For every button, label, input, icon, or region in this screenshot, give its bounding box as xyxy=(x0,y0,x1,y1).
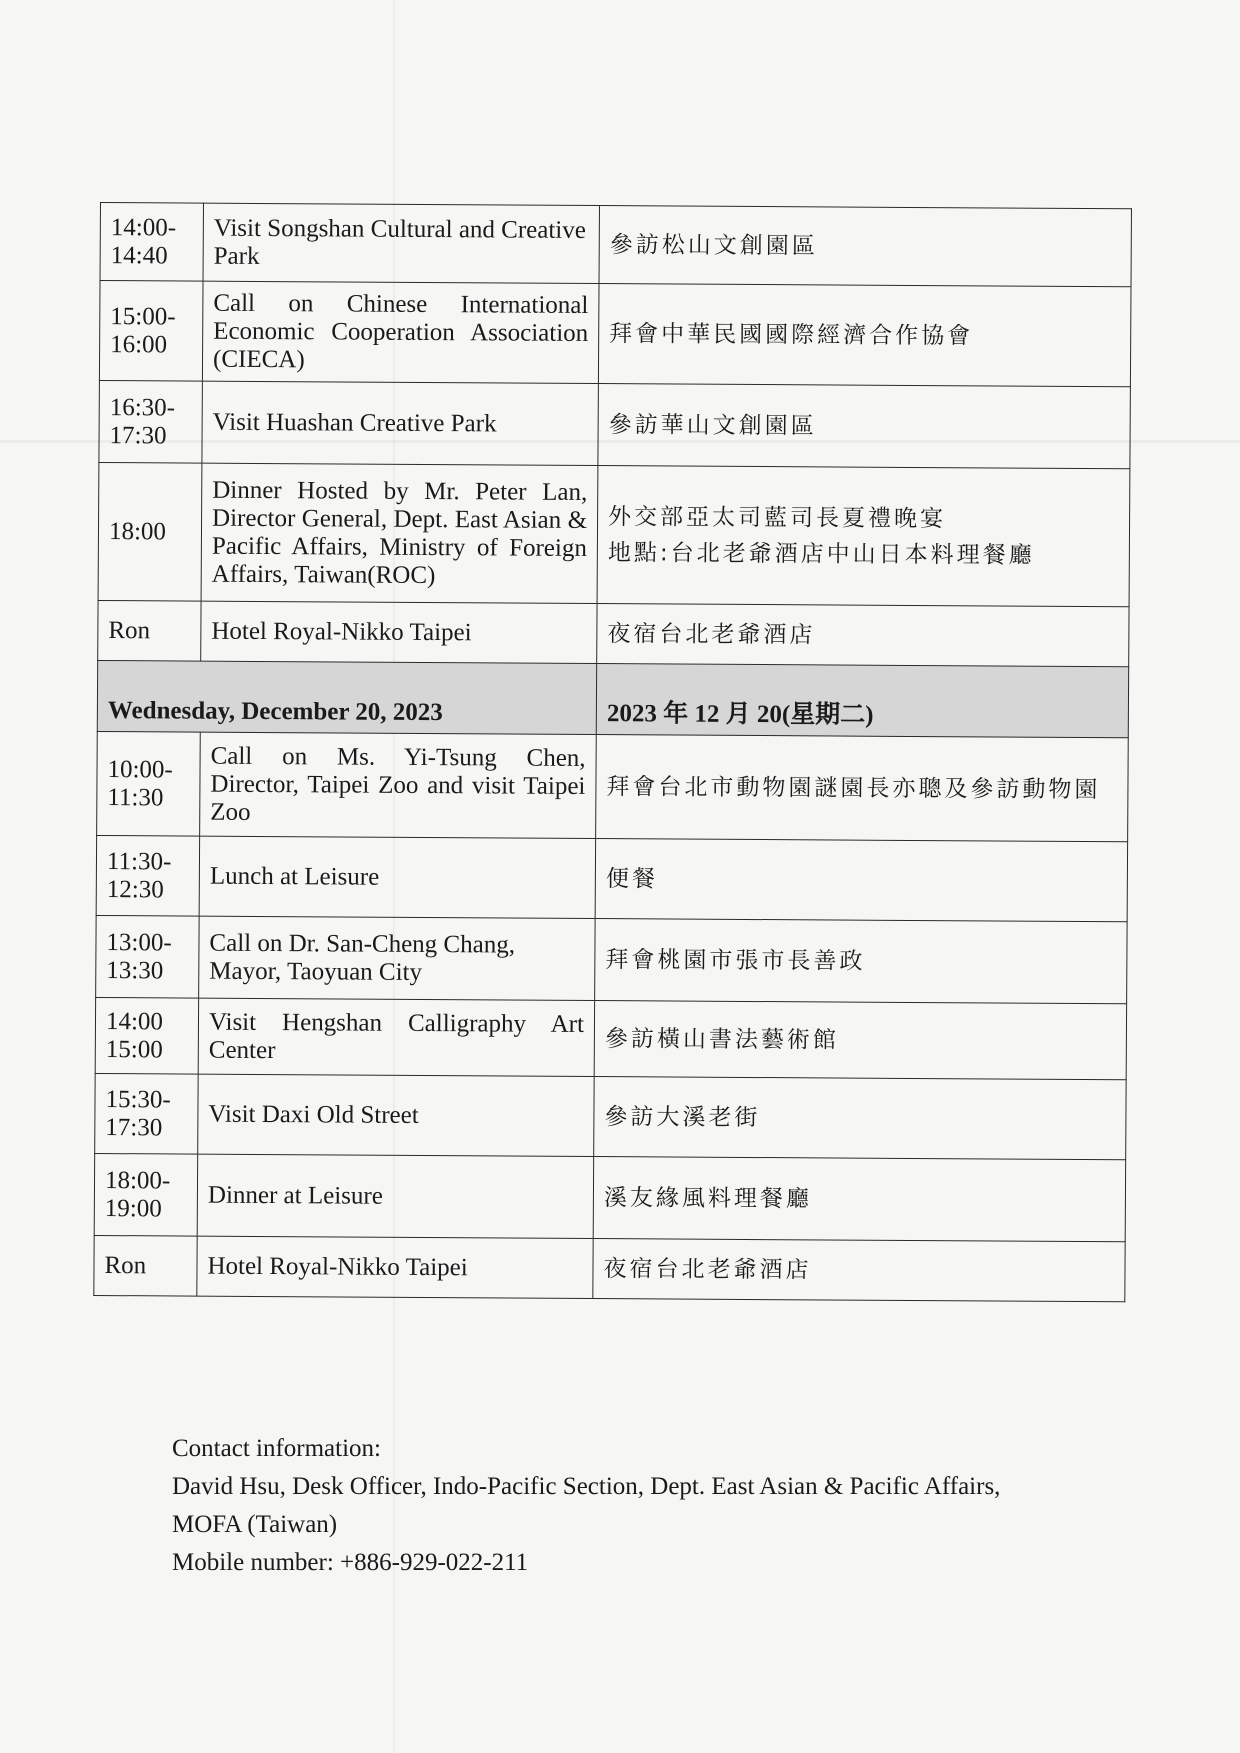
time-cell: 13:00-13:30 xyxy=(96,915,199,998)
english-cell: Visit Daxi Old Street xyxy=(198,1074,594,1156)
time-cell: 18:00-19:00 xyxy=(94,1153,197,1236)
table-row xyxy=(99,281,1131,387)
table-row xyxy=(95,1073,1126,1159)
schedule-table xyxy=(93,202,1132,1302)
table-row xyxy=(98,600,1129,666)
english-cell: Hotel Royal-Nikko Taipei xyxy=(201,601,597,663)
day-header-chinese: 2023 年 12 月 20(星期二) xyxy=(596,664,1128,738)
chinese-cell: 溪友緣風料理餐廳 xyxy=(593,1157,1125,1242)
time-cell: 16:30-17:30 xyxy=(99,380,202,463)
chinese-cell: 參訪大溪老街 xyxy=(594,1077,1126,1160)
english-cell: Dinner at Leisure xyxy=(197,1154,593,1238)
time-cell: 15:00-16:00 xyxy=(99,281,203,382)
contact-line: MOFA (Taiwan) xyxy=(172,1511,338,1538)
table-row xyxy=(98,462,1130,606)
table-row xyxy=(97,731,1129,841)
chinese-cell: 拜會中華民國國際經濟合作協會 xyxy=(598,284,1131,387)
time-cell: 10:00-11:30 xyxy=(97,731,201,836)
english-cell: Call on Dr. San-Cheng Chang, Mayor, Taoyuan City xyxy=(199,916,595,1000)
chinese-cell: 夜宿台北老爺酒店 xyxy=(597,604,1129,667)
english-cell: Lunch at Leisure xyxy=(199,836,595,918)
time-cell: 18:00 xyxy=(98,462,202,601)
english-cell: Visit Huashan Creative Park xyxy=(202,381,598,465)
day-header-english: Wednesday, December 20, 2023 xyxy=(97,660,596,734)
chinese-cell xyxy=(597,466,1130,607)
time-cell: 11:30-12:30 xyxy=(96,835,199,916)
english-cell: Call on Ms. Yi-Tsung Chen, Director, Taipei Zoo and visit Taipei Zoo xyxy=(200,732,597,838)
time-cell: 14:00-14:40 xyxy=(100,203,203,282)
table-row xyxy=(100,203,1131,287)
chinese-cell: 拜會桃園市張市長善政 xyxy=(595,919,1127,1004)
chinese-line-location: 地點:台北老爺酒店中山日本料理餐廳 xyxy=(607,539,1035,569)
chinese-cell: 夜宿台北老爺酒店 xyxy=(593,1239,1125,1302)
table-row xyxy=(96,835,1127,921)
chinese-cell: 參訪松山文創園區 xyxy=(599,206,1131,287)
contact-line: David Hsu, Desk Officer, Indo-Pacific Section, Dept. East Asian & Pacific Affairs, xyxy=(172,1473,1001,1500)
english-cell: Visit Songshan Cultural and Creative Park xyxy=(203,203,599,283)
english-cell: Call on Chinese International Economic Cooperation Association (CIECA) xyxy=(202,281,599,383)
english-cell: Hotel Royal-Nikko Taipei xyxy=(197,1236,593,1298)
table-row xyxy=(96,915,1127,1003)
time-cell: Ron xyxy=(94,1235,197,1296)
time-cell: 14:00 15:00 xyxy=(95,997,198,1074)
contact-heading: Contact information: xyxy=(172,1435,381,1462)
chinese-cell: 便餐 xyxy=(595,839,1127,922)
table-row xyxy=(94,1235,1125,1301)
time-cell: Ron xyxy=(98,600,201,661)
contact-block xyxy=(172,1430,1072,1582)
table-row xyxy=(94,1153,1125,1241)
chinese-cell: 拜會台北市動物園謎園長亦聰及參訪動物園 xyxy=(596,735,1129,842)
english-cell: Visit Hengshan Calligraphy Art Center xyxy=(198,998,594,1076)
chinese-cell: 參訪華山文創園區 xyxy=(598,384,1130,469)
english-cell: Dinner Hosted by Mr. Peter Lan, Director General, Dept. East Asian & Pacific Affairs, Ministry of Foreign Affairs, Taiwan(ROC) xyxy=(201,463,598,603)
day-header-row xyxy=(97,660,1128,737)
chinese-line: 外交部亞太司藍司長夏禮晚宴 xyxy=(608,503,947,532)
table-row xyxy=(95,997,1126,1079)
contact-mobile: Mobile number: +886-929-022-211 xyxy=(172,1549,529,1576)
time-cell: 15:30-17:30 xyxy=(95,1073,198,1154)
chinese-cell: 參訪橫山書法藝術館 xyxy=(594,1001,1126,1080)
table-row xyxy=(99,380,1130,468)
